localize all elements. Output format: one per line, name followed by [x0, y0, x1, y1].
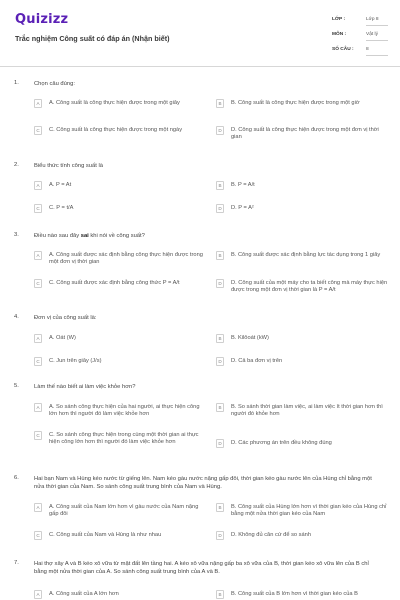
option-text: A. Công suất của Nam lớn hơn vì gàu nước của Nam nặng gấp đôi: [49, 503, 199, 517]
emphasis-word: sai: [80, 233, 89, 239]
option-text: D. Công suất của một máy cho ta biết công mà máy thực hiện được trong một đơn vị thời gian là P = A/t: [231, 279, 388, 293]
option-text: C. P = t/A: [49, 204, 74, 211]
option-letter-box: B: [216, 99, 224, 108]
question-count-label: SỐ CÂU :: [332, 47, 354, 52]
option-text: B. P = A/t: [231, 181, 255, 188]
option-letter-box: A: [34, 99, 42, 108]
question-text-start: Điều nào sau đây: [34, 233, 81, 239]
worksheet-header: [0, 0, 400, 64]
option-text: B. Kilôoát (kW): [231, 334, 269, 341]
option-letter-box: C: [34, 279, 42, 288]
option-letter-box: C: [34, 531, 42, 540]
option-text: C. Công suất là công thực hiện được trong một ngày: [49, 126, 183, 133]
option-letter-box: A: [34, 181, 42, 190]
option-text: A. Công suất của A lớn hơn: [49, 590, 119, 597]
option-letter-box: B: [216, 503, 224, 512]
question-number: 5.: [14, 383, 19, 389]
option-letter-box: D: [216, 279, 224, 288]
option-letter-box: B: [216, 334, 224, 343]
option-text: C. Công suất của Nam và Hùng là như nhau: [49, 531, 162, 538]
class-row: [332, 14, 392, 26]
class-label: LỚP :: [332, 17, 346, 22]
question-text: Hai bạn Nam và Hùng kéo nước từ giếng lên. Nam kéo gàu nước nặng gấp đôi, thời gian kéo gàu nước lên của Hùng chỉ bằng một nửa thời gian của Nam. So sánh công suất trung bình của Nam và Hùng.: [34, 476, 372, 490]
option-text: C. So sánh công thực hiện trong cùng một thời gian ai thực hiện công lớn hơn thì người đó làm việc khỏe hơn: [49, 431, 199, 445]
question-text: Chọn câu đúng:: [34, 81, 75, 87]
option-letter-box: A: [34, 334, 42, 343]
option-letter-box: B: [216, 251, 224, 260]
option-text: A. So sánh công thực hiện của hai người, ai thực hiện công lớn hơn thì người đó làm việc khỏe hơn: [49, 403, 200, 417]
page-title: Trắc nghiệm Công suất có đáp án (Nhận biết): [15, 34, 170, 43]
option-text: D. Công suất là công thực hiện được trong một đơn vị thời gian: [231, 126, 379, 140]
option-text: B. So sánh thời gian làm việc, ai làm việc ít thời gian hơn thì người đó khỏe hơn: [231, 403, 383, 417]
count-underline: [366, 55, 388, 56]
question-number: 7.: [14, 560, 19, 566]
option-text: B. Công suất là công thực hiện được trong một giờ: [231, 99, 360, 106]
option-letter-box: A: [34, 590, 42, 599]
option-letter-box: D: [216, 204, 224, 213]
option-text: B. Công suất của Hùng lớn hơn vì thời gian kéo của Hùng chỉ bằng một nửa thời gian kéo của Nam: [231, 503, 387, 517]
option-letter-box: C: [34, 357, 42, 366]
header-divider: [0, 66, 400, 67]
question-text: [34, 232, 379, 240]
option-letter-box: D: [216, 126, 224, 135]
question-number: 6.: [14, 475, 19, 481]
quizizz-logo: Quizizz: [15, 12, 69, 27]
subject-row: [332, 29, 392, 41]
subject-value: Vật lý: [366, 32, 378, 37]
option-letter-box: D: [216, 439, 224, 448]
class-value: Lớp 8: [366, 17, 379, 22]
question-text: Biểu thức tính công suất là: [34, 163, 103, 169]
question-number: 2.: [14, 162, 19, 168]
question-text: Làm thế nào biết ai làm việc khỏe hơn?: [34, 384, 136, 390]
option-text: B. Công suất được xác định bằng lực tác dụng trong 1 giây: [231, 251, 381, 258]
option-text: A. Công suất được xác định bằng công thực hiện được trong một đơn vị thời gian: [49, 251, 203, 265]
question-text: Đơn vị của công suất là:: [34, 315, 97, 321]
count-row: [332, 44, 392, 56]
option-text: A. Công suất là công thực hiện được trong một giây: [49, 99, 180, 106]
option-text: D. Các phương án trên đều không đúng: [231, 439, 332, 446]
option-letter-box: B: [216, 403, 224, 412]
option-letter-box: A: [34, 403, 42, 412]
option-text: B. Công suất của B lớn hơn vì thời gian kéo của B: [231, 590, 358, 597]
question-number: 4.: [14, 314, 19, 320]
option-text: A. P = At: [49, 181, 72, 188]
option-text: A. Oát (W): [49, 334, 76, 341]
subject-label: MÔN :: [332, 32, 347, 37]
option-letter-box: D: [216, 531, 224, 540]
option-letter-box: C: [34, 204, 42, 213]
class-underline: [366, 25, 388, 26]
question-number: 1.: [14, 80, 19, 86]
question-text-end: khi nói về công suất?: [88, 233, 145, 239]
option-letter-box: D: [216, 357, 224, 366]
option-letter-box: B: [216, 590, 224, 599]
option-text: C. Công suất được xác định bằng công thức P = A/t: [49, 279, 180, 286]
option-letter-box: A: [34, 251, 42, 260]
subject-underline: [366, 40, 388, 41]
option-text: C. Jun trên giây (J/s): [49, 357, 102, 364]
question-count-value: 8: [366, 47, 369, 52]
option-letter-box: A: [34, 503, 42, 512]
option-text: D. Không đủ căn cứ để so sánh: [231, 531, 312, 538]
question-text: Hai thợ xây A và B kéo xô vữa từ mặt đất lên tầng hai. A kéo xô vữa nặng gấp ba xô vữa của B, thời gian kéo xô vữa lên của B chỉ bằng một nửa thời gian của A. So sánh công suất trung bình của A và B.: [34, 561, 369, 575]
option-text: D. Cả ba đơn vị trên: [231, 357, 283, 364]
option-letter-box: C: [34, 126, 42, 135]
option-letter-box: B: [216, 181, 224, 190]
question-number: 3.: [14, 232, 19, 238]
option-text: D. P = A²: [231, 204, 254, 211]
option-letter-box: C: [34, 431, 42, 440]
